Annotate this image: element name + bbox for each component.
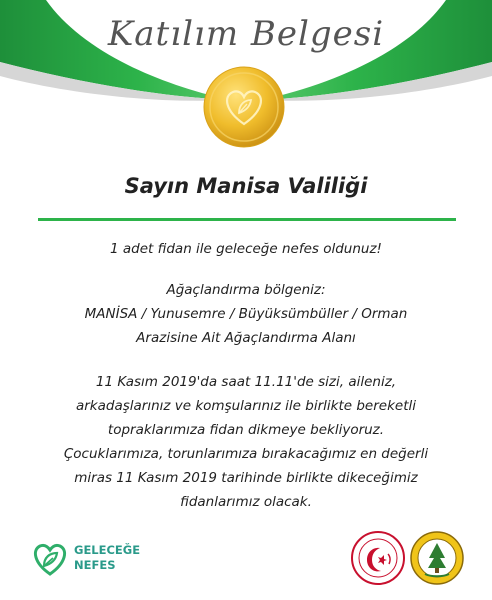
region-label: Ağaçlandırma bölgeniz: <box>166 282 326 298</box>
logo-line1: GELECEĞE <box>74 543 141 557</box>
region-value-line2: Arazisine Ait Ağaçlandırma Alanı <box>136 330 356 346</box>
body-line: miras 11 Kasım 2019 tarihinde birlikte dikeceğimiz <box>74 470 418 486</box>
gold-medal-icon <box>203 66 285 148</box>
heart-leaf-icon <box>30 538 70 578</box>
gelecege-nefes-logo <box>30 538 160 582</box>
body-line: 11 Kasım 2019'da saat 11.11'de sizi, aileniz, <box>95 374 397 390</box>
line1-text: 1 adet fidan ile geleceğe nefes oldunuz! <box>110 241 382 257</box>
logo-wordmark <box>74 543 140 573</box>
green-divider <box>38 218 456 221</box>
body-line: fidanlarımız olacak. <box>180 494 312 510</box>
region-value-line1: MANİSA / Yunusemre / Büyüksümbüller / Orman <box>84 306 408 322</box>
body-line: arkadaşlarınız ve komşularınız ile birlikte bereketli <box>75 398 417 414</box>
region-block <box>20 278 472 350</box>
turkish-ministry-seal-icon <box>350 530 406 586</box>
addressee-heading: Sayın Manisa Valiliği <box>124 174 368 198</box>
general-directorate-of-forestry-seal-icon <box>409 530 465 586</box>
body-line: topraklarımıza fidan dikmeye bekliyoruz. <box>107 422 385 438</box>
thank-you-line <box>20 237 472 261</box>
body-paragraph <box>20 370 472 514</box>
body-line: Çocuklarımıza, torunlarımıza bırakacağımız en değerli <box>63 446 429 462</box>
logo-line2: NEFES <box>74 558 116 572</box>
certificate-title: Katılım Belgesi <box>107 14 385 54</box>
